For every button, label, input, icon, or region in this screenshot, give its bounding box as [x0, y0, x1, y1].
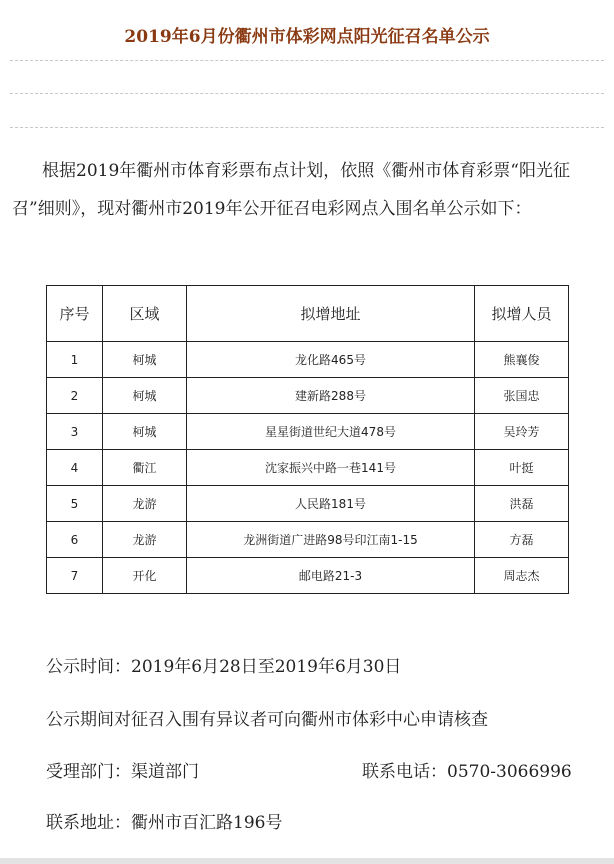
cell-region: 柯城 — [103, 378, 187, 414]
cell-region: 龙游 — [103, 486, 187, 522]
page-bottom-bar — [0, 858, 614, 864]
objection-note: 公示期间对征召入围有异议者可向衢州市体彩中心申请核查 — [46, 710, 488, 730]
cell-region: 柯城 — [103, 414, 187, 450]
table-header-row — [47, 286, 569, 342]
cell-address: 人民路181号 — [187, 486, 475, 522]
divider-line — [10, 60, 604, 61]
cell-region: 龙游 — [103, 522, 187, 558]
document-title: 2019年6月份衢州市体彩网点阳光征召名单公示 — [124, 27, 490, 47]
notice-period: 公示时间：2019年6月28日至2019年6月30日 — [46, 657, 402, 677]
contact-phone: 联系电话：0570-3066996 — [362, 762, 572, 782]
table-row — [47, 486, 569, 522]
cell-address: 龙洲街道广进路98号印江南1-15 — [187, 522, 475, 558]
cell-address: 邮电路21-3 — [187, 558, 475, 594]
cell-region: 开化 — [103, 558, 187, 594]
table-row — [47, 342, 569, 378]
cell-person: 洪磊 — [475, 486, 569, 522]
candidate-table — [46, 285, 569, 594]
cell-address: 沈家振兴中路一巷141号 — [187, 450, 475, 486]
table-row — [47, 414, 569, 450]
cell-address: 建新路288号 — [187, 378, 475, 414]
cell-person: 周志杰 — [475, 558, 569, 594]
table-row — [47, 450, 569, 486]
department: 受理部门：渠道部门 — [46, 762, 199, 782]
cell-index: 2 — [47, 378, 103, 414]
header-region: 区域 — [103, 286, 187, 342]
intro-paragraph: 根据2019年衢州市体育彩票布点计划，依照《衢州市体育彩票“阳光征召”细则》，现对衢州市2019年公开征召电彩网点入围名单公示如下： — [12, 161, 570, 219]
cell-region: 衢江 — [103, 450, 187, 486]
cell-index: 4 — [47, 450, 103, 486]
cell-person: 叶挺 — [475, 450, 569, 486]
contact-address: 联系地址：衢州市百汇路196号 — [46, 813, 283, 833]
divider-line — [10, 127, 604, 128]
table-row — [47, 522, 569, 558]
cell-index: 5 — [47, 486, 103, 522]
header-person: 拟增人员 — [475, 286, 569, 342]
cell-person: 熊襄俊 — [475, 342, 569, 378]
cell-index: 6 — [47, 522, 103, 558]
cell-address: 龙化路465号 — [187, 342, 475, 378]
header-index: 序号 — [47, 286, 103, 342]
cell-person: 方磊 — [475, 522, 569, 558]
table-row — [47, 558, 569, 594]
cell-region: 柯城 — [103, 342, 187, 378]
cell-index: 3 — [47, 414, 103, 450]
cell-person: 吴玲芳 — [475, 414, 569, 450]
cell-address: 星星街道世纪大道478号 — [187, 414, 475, 450]
header-address: 拟增地址 — [187, 286, 475, 342]
divider-line — [10, 93, 604, 94]
table-row — [47, 378, 569, 414]
cell-index: 7 — [47, 558, 103, 594]
cell-person: 张国忠 — [475, 378, 569, 414]
cell-index: 1 — [47, 342, 103, 378]
